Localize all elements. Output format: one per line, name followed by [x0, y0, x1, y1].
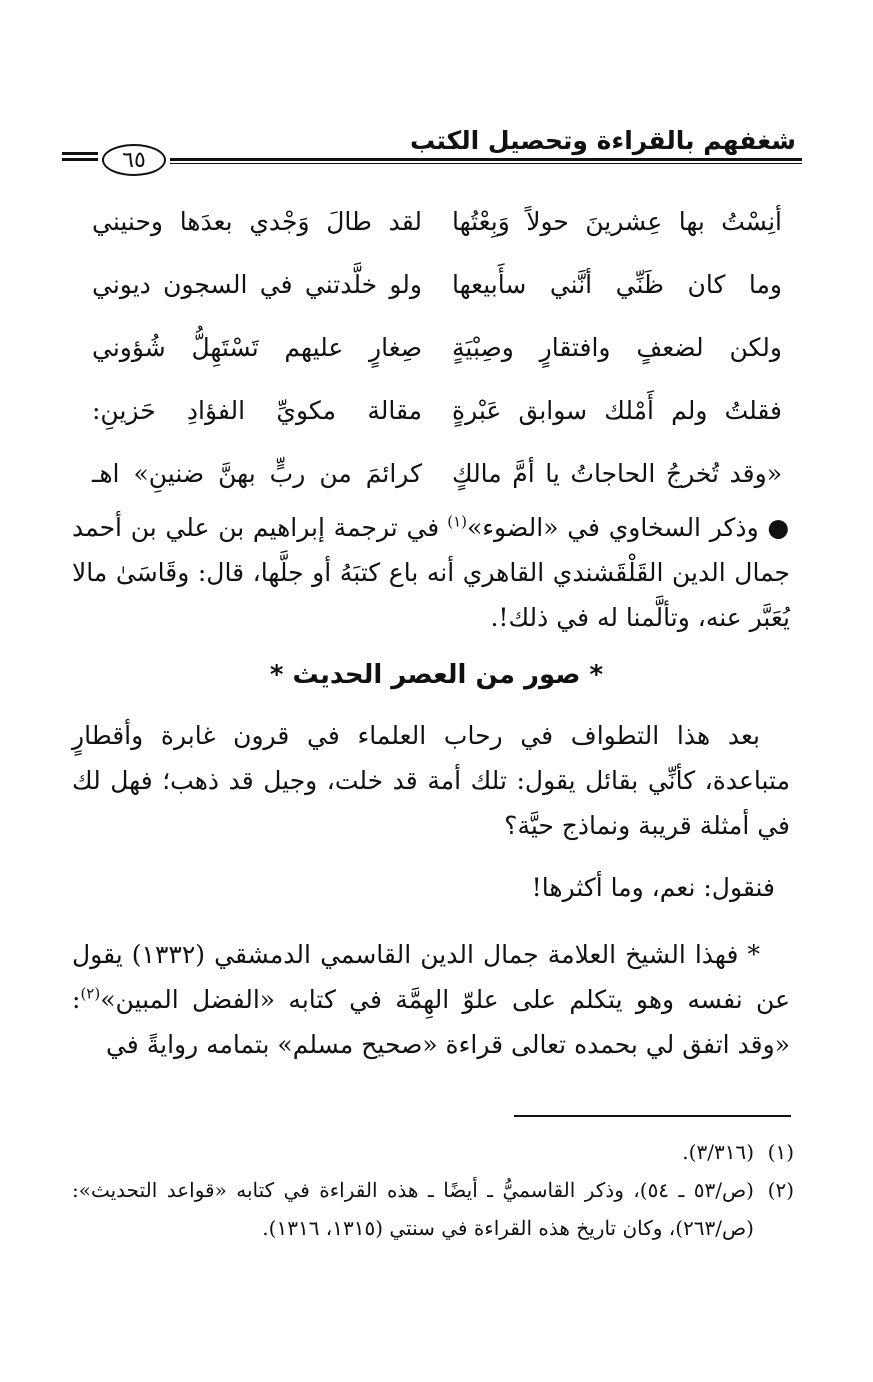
section-heading: * صور من العصر الحديث * [269, 660, 604, 690]
verse-second-hemistich: ولو خلَّدتني في السجون ديوني [92, 270, 422, 299]
header-ornament [62, 152, 98, 166]
footnote-ref[interactable]: (١) [447, 512, 467, 531]
footnote-separator [514, 1115, 791, 1117]
header-rule [170, 158, 802, 161]
verse-first-hemistich: أنِسْتُ بها عِشرينَ حولاً وَبِعْتُها [452, 207, 782, 236]
footnote [72, 1133, 794, 1171]
verse-second-hemistich: مقالة مكويِّ الفؤادِ حَزينِ: [92, 396, 422, 425]
paragraph-text: : «وقد اتفق لي بحمده تعالى قراءة «صحيح مسلم» بتمامه روايةً في [72, 985, 790, 1059]
paragraph-text: بعد هذا التطواف في رحاب العلماء في قرون غابرة وأقطارٍ متباعدة، كأنِّي بقائل يقول: تلك أمة قد خلت، وجيل قد ذهب؛ فهل لك في أمثلة قريبة ونماذج حيَّة؟ [72, 721, 790, 840]
verse-first-hemistich: «وقد تُخرجُ الحاجاتُ يا أمَّ مالكٍ [452, 459, 782, 488]
footnote-ref[interactable]: (٢) [80, 984, 101, 1003]
running-title: شغفهم بالقراءة وتحصيل الكتب [410, 126, 796, 155]
verse-first-hemistich: ولكن لضعفٍ وافتقارٍ وصِبْيَةٍ [452, 333, 782, 362]
footnote-text: (ص/٥٣ ـ ٥٤)، وذكر القاسميُّ ـ أيضًا ـ هذه القراءة في كتابه «قواعد التحديث»: (ص/٢٦٣)، وكان تاريخ هذه القراءة في سنتي (١٣١٥، ١٣١٦). [72, 1178, 754, 1240]
poem-verse [92, 442, 782, 505]
verse-second-hemistich: صِغارٍ عليهم تَسْتَهِلُّ شُؤوني [92, 333, 422, 362]
paragraph-text: في ترجمة إبراهيم بن علي بن أحمد جمال الدين القَلْقَشندي القاهري أنه باع كتبَهُ أو جلَّها، قال: وقَاسَىٰ مالا يُعَبَّر عنه، وتألَّمنا له في ذلك!. [72, 513, 790, 632]
footnote [72, 1171, 794, 1247]
bullet-icon: ● [767, 513, 790, 542]
poem [92, 190, 782, 505]
paragraph-intro [72, 713, 790, 848]
paragraph-sakhawi [72, 505, 790, 640]
footnote-text: (٣/٣١٦). [682, 1140, 754, 1164]
poem-verse [92, 379, 782, 442]
verse-second-hemistich: كرائمَ من ربٍّ بهنَّ ضنينِ» اهـ [92, 459, 422, 488]
paragraph-text: وذكر السخاوي في «الضوء» [466, 513, 759, 542]
header-rule-thin [170, 163, 802, 164]
page-number: ٦٥ [102, 144, 166, 176]
paragraph-answer: فنقول: نعم، وما أكثرها! [531, 873, 775, 902]
poem-verse [92, 316, 782, 379]
verse-first-hemistich: فقلتُ ولم أَمْلك سوابق عَبْرةٍ [452, 396, 782, 425]
poem-verse [92, 190, 782, 253]
paragraph-qasimi [72, 932, 790, 1067]
footnote-number: (٢) [767, 1178, 794, 1202]
poem-verse [92, 253, 782, 316]
verse-second-hemistich: لقد طالَ وَجْدي بعدَها وحنيني [92, 207, 422, 236]
footnotes [72, 1133, 794, 1247]
page-header [62, 122, 802, 178]
footnote-number: (١) [767, 1140, 794, 1164]
paragraph-text: * فهذا الشيخ العلامة جمال الدين القاسمي الدمشقي (١٣٣٢) يقول عن نفسه وهو يتكلم على علوّ الهِمَّة في كتابه «الفضل المبين» [72, 940, 790, 1014]
verse-first-hemistich: وما كان ظَنِّي أنَّني سأَبيعها [452, 270, 782, 299]
